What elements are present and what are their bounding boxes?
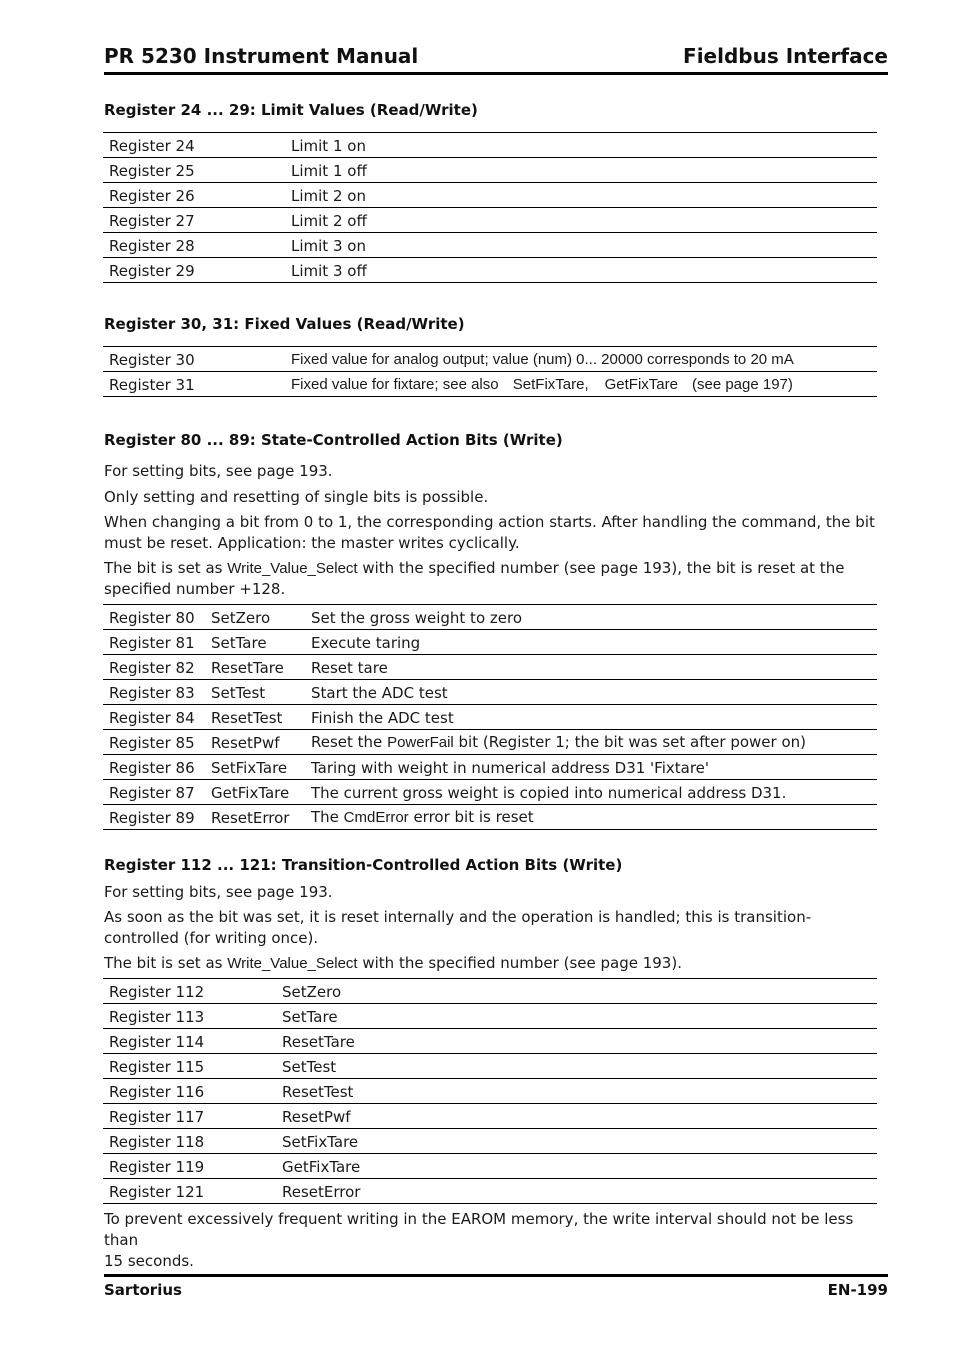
description-cell: Start the ADC test (311, 684, 448, 702)
description-text: Fixed value for fixtare; see also (291, 376, 503, 393)
command-cell: SetZero (282, 983, 342, 1001)
command-cell: ResetPwf (211, 734, 280, 752)
page-number: EN-199 (827, 1281, 888, 1299)
limit-cell: Limit 3 on (291, 237, 366, 255)
bit-name: PowerFail (387, 734, 454, 751)
table-row (103, 630, 877, 655)
table-row (103, 655, 877, 680)
table-row (103, 158, 877, 183)
command-cell: SetTest (211, 684, 266, 702)
page-header (104, 40, 888, 75)
table-row (103, 755, 877, 780)
table-row (103, 705, 877, 730)
text-run: The bit is set as (104, 559, 228, 577)
limit-cell: Limit 2 off (291, 212, 367, 230)
register-cell: Register 85 (109, 734, 195, 752)
register-cell: Register 26 (109, 187, 195, 205)
command-cell: ResetError (211, 809, 290, 827)
limit-cell: Limit 2 on (291, 187, 366, 205)
description-cell (305, 730, 877, 755)
command-cell: ResetTest (282, 1083, 354, 1101)
text-run: with the specified number (see page 193). (357, 954, 682, 972)
text-run: Reset the (311, 733, 388, 751)
command-name: Write_Value_Select (227, 955, 358, 972)
limit-values-table (103, 132, 877, 283)
register-cell: Register 31 (109, 376, 195, 394)
table-row (103, 1029, 877, 1054)
description-cell: The current gross weight is copied into numerical address D31. (311, 784, 787, 802)
table-row (103, 680, 877, 705)
table-row (103, 347, 877, 372)
register-cell: Register 118 (109, 1133, 205, 1151)
fixed-values-table (103, 346, 877, 397)
table-row (103, 979, 877, 1004)
register-cell: Register 89 (109, 809, 195, 827)
text-run: 15 seconds. (104, 1252, 194, 1270)
register-cell: Register 80 (109, 609, 195, 627)
register-cell: Register 29 (109, 262, 195, 280)
description-text: Fixed value for analog output; value (num) 0... 20000 corresponds to 20 mA (291, 351, 794, 368)
table-row (103, 258, 877, 283)
command-cell: ResetError (282, 1183, 361, 1201)
description-cell (305, 805, 877, 830)
table-row (103, 133, 877, 158)
command-name: Write_Value_Select (227, 560, 358, 577)
command-cell: SetFixTare (282, 1133, 359, 1151)
register-cell: Register 81 (109, 634, 195, 652)
register-cell: Register 117 (109, 1108, 205, 1126)
paragraph: When changing a bit from 0 to 1, the corresponding action starts. After handling the command, the bit must be reset. Application: the master writes cyclically. (104, 513, 875, 552)
table-row (103, 780, 877, 805)
paragraph: For setting bits, see page 193. (104, 462, 333, 480)
command-cell: GetFixTare (282, 1158, 361, 1176)
transition-controlled-table (103, 978, 877, 1204)
description-cell (285, 372, 877, 397)
table-row (103, 1004, 877, 1029)
table-row (103, 372, 877, 397)
table-row (103, 805, 877, 830)
register-cell: Register 121 (109, 1183, 205, 1201)
register-cell: Register 83 (109, 684, 195, 702)
page-reference: (see page 197) (691, 376, 793, 393)
paragraph-earom-note (104, 1209, 879, 1272)
command-cell: SetZero (211, 609, 271, 627)
table-row (103, 208, 877, 233)
command-name: SetFixTare, (512, 376, 589, 393)
description-cell: Taring with weight in numerical address D31 'Fixtare' (311, 759, 710, 777)
section-title-fixed-values: Register 30, 31: Fixed Values (Read/Write) (104, 315, 465, 333)
table-row (103, 605, 877, 630)
register-cell: Register 116 (109, 1083, 205, 1101)
table-row (103, 233, 877, 258)
register-cell: Register 86 (109, 759, 195, 777)
table-row (103, 1129, 877, 1154)
paragraph: For setting bits, see page 193. (104, 883, 333, 901)
bit-name: CmdError (343, 809, 409, 826)
paragraph: As soon as the bit was set, it is reset internally and the operation is handled; this is transition-controlled (for writing once). (104, 908, 812, 947)
manual-title: PR 5230 Instrument Manual (104, 44, 419, 68)
text-run: with the specified number (see page 193), the bit is reset at the specified number +128. (104, 559, 845, 598)
command-cell: ResetTest (211, 709, 283, 727)
section-title-state-controlled: Register 80 ... 89: State-Controlled Action Bits (Write) (104, 431, 563, 449)
register-cell: Register 24 (109, 137, 195, 155)
register-cell: Register 119 (109, 1158, 205, 1176)
description-cell: Execute taring (311, 634, 421, 652)
command-cell: ResetTare (282, 1033, 355, 1051)
description-cell (285, 347, 877, 372)
section-title-limit-values: Register 24 ... 29: Limit Values (Read/Write) (104, 101, 478, 119)
limit-cell: Limit 3 off (291, 262, 367, 280)
table-row (103, 1179, 877, 1204)
register-cell: Register 28 (109, 237, 195, 255)
command-cell: SetTest (282, 1058, 337, 1076)
register-cell: Register 87 (109, 784, 195, 802)
command-cell: GetFixTare (211, 784, 290, 802)
text-run: To prevent excessively frequent writing in the EAROM memory, the write interval should not be less than (104, 1210, 854, 1249)
description-cell: Set the gross weight to zero (311, 609, 523, 627)
text-run: bit (Register 1; the bit was set after power on) (453, 733, 806, 751)
command-cell: ResetPwf (282, 1108, 351, 1126)
table-row (103, 1054, 877, 1079)
text-run: error bit is reset (408, 808, 534, 826)
command-cell: ResetTare (211, 659, 284, 677)
register-cell: Register 114 (109, 1033, 205, 1051)
command-cell: SetTare (282, 1008, 338, 1026)
register-cell: Register 112 (109, 983, 205, 1001)
description-cell: Reset tare (311, 659, 388, 677)
table-row (103, 730, 877, 755)
paragraph (104, 558, 879, 600)
register-cell: Register 113 (109, 1008, 205, 1026)
table-row (103, 1104, 877, 1129)
chapter-title: Fieldbus Interface (683, 44, 888, 68)
state-controlled-table (103, 604, 877, 830)
paragraph: Only setting and resetting of single bits is possible. (104, 488, 489, 506)
command-cell: SetTare (211, 634, 267, 652)
section-title-transition-controlled: Register 112 ... 121: Transition-Controlled Action Bits (Write) (104, 856, 623, 874)
table-row (103, 1154, 877, 1179)
command-cell: SetFixTare (211, 759, 288, 777)
register-cell: Register 25 (109, 162, 195, 180)
register-cell: Register 82 (109, 659, 195, 677)
text-run: The bit is set as (104, 954, 228, 972)
limit-cell: Limit 1 off (291, 162, 367, 180)
register-cell: Register 84 (109, 709, 195, 727)
text-run: The (311, 808, 344, 826)
register-cell: Register 115 (109, 1058, 205, 1076)
paragraph (104, 953, 879, 974)
table-row (103, 1079, 877, 1104)
brand-name: Sartorius (104, 1281, 182, 1299)
register-cell: Register 27 (109, 212, 195, 230)
table-row (103, 183, 877, 208)
limit-cell: Limit 1 on (291, 137, 366, 155)
page-footer (104, 1274, 888, 1299)
register-cell: Register 30 (109, 351, 195, 369)
description-cell: Finish the ADC test (311, 709, 454, 727)
command-name: GetFixTare (604, 376, 678, 393)
